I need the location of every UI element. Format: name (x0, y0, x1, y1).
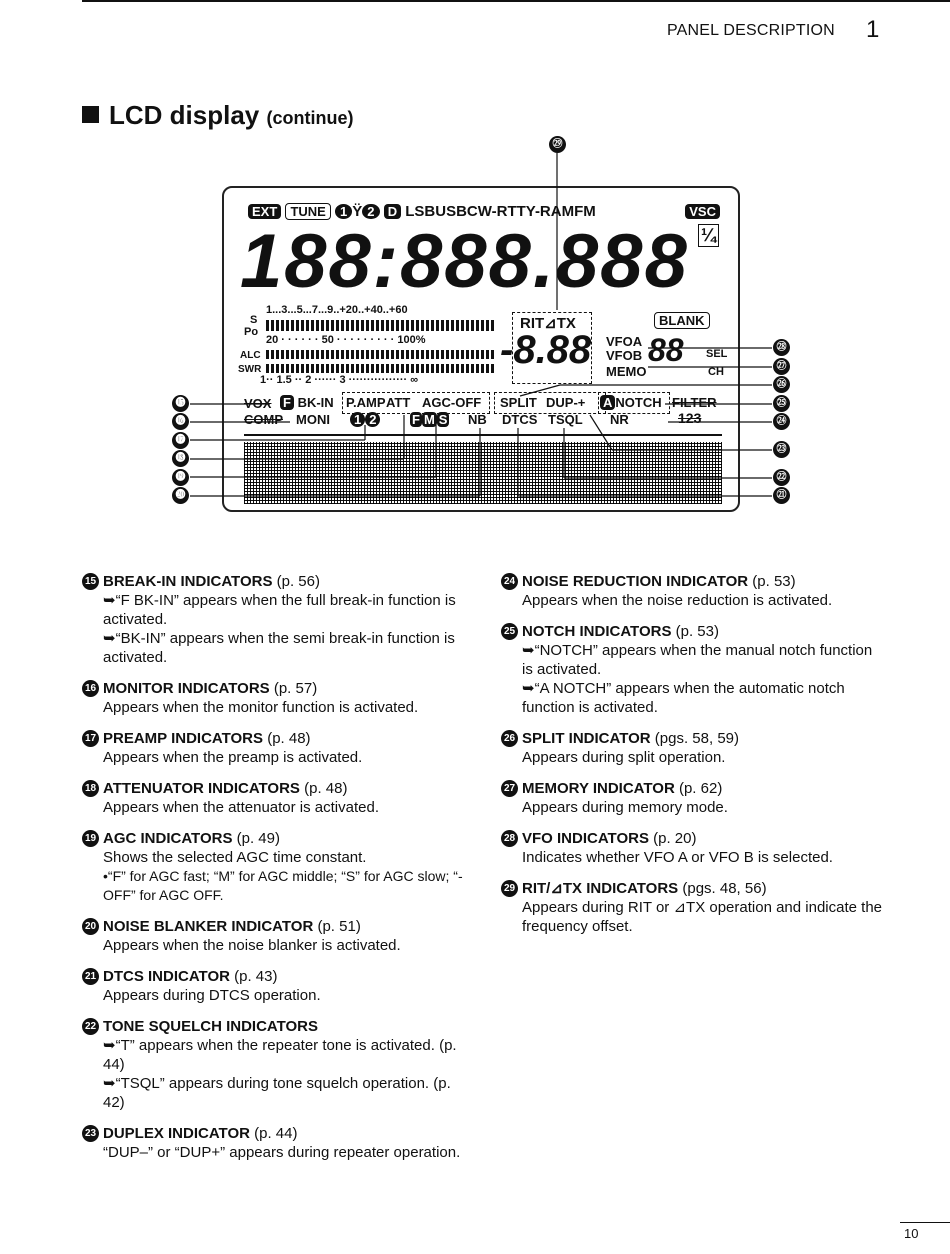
vfo2-icon: 2 (362, 204, 379, 219)
callout-29: ㉙ (549, 136, 566, 153)
item-16: 16 MONITOR INDICATORS (p. 57) Appears when the monitor function is activated. (82, 679, 467, 717)
callout-24: ㉔ (773, 413, 790, 430)
header-section: PANEL DESCRIPTION (667, 22, 835, 39)
item-17: 17 PREAMP INDICATORS (p. 48) Appears when the preamp is activated. (82, 729, 467, 767)
quarter-indicator: ¼ (698, 224, 719, 247)
swr-scale: 1·· 1.5 ·· 2 ······ 3 ················ ∞ (260, 374, 419, 386)
item-27: 27 MEMORY INDICATOR (p. 62) Appears during memory mode. (501, 779, 886, 817)
comp-indicator: COMP (244, 412, 283, 427)
item-23: 23 DUPLEX INDICATOR (p. 44) “DUP–” or “DUP+” appears during repeater operation. (82, 1124, 467, 1162)
att-indicator: ATT (386, 395, 411, 410)
callout-16: ⓰ (172, 413, 189, 430)
split-indicator: SPLIT (500, 395, 537, 410)
callout-15: ⓯ (172, 395, 189, 412)
filter-number: 123 (678, 410, 702, 426)
f-icon: F (280, 395, 294, 410)
callout-25: ㉕ (773, 395, 790, 412)
dtcs-indicator: DTCS (502, 412, 538, 427)
agc-f-icon: F (412, 412, 420, 427)
frequency-display: 188:888.888 (240, 219, 689, 304)
callout-21: ㉑ (773, 487, 790, 504)
page-number: 10 (904, 1226, 919, 1241)
callout-18: ⓲ (172, 450, 189, 467)
ch-label: CH (708, 366, 724, 378)
section-title-sub: (continue) (266, 108, 354, 128)
auto-notch-icon: A (600, 395, 615, 410)
item-20: 20 NOISE BLANKER INDICATOR (p. 51) Appears when the noise blanker is activated. (82, 917, 467, 955)
moni-indicator: MONI (296, 412, 330, 427)
item-29: 29 RIT/⊿TX INDICATORS (pgs. 48, 56) Appears during RIT or ⊿TX operation and indicate the frequency offset. (501, 879, 886, 936)
nr-indicator: NR (610, 412, 629, 427)
vox-indicator: VOX (244, 396, 272, 411)
memo-label: MEMO (606, 364, 647, 379)
callout-22: ㉒ (773, 469, 790, 486)
header-chapter: 1 (866, 16, 880, 43)
item-28: 28 VFO INDICATORS (p. 20) Indicates whether VFO A or VFO B is selected. (501, 829, 886, 867)
item-22: 22 TONE SQUELCH INDICATORS ➥“T” appears when the repeater tone is activated. (p. 44) ➥“TSQL” appears during tone squelch operation. (p. 42) (82, 1017, 467, 1112)
agc-off-indicator: AGC-OFF (422, 395, 482, 410)
blank-indicator: BLANK (654, 312, 710, 329)
item-26: 26 SPLIT INDICATOR (pgs. 58, 59) Appears during split operation. (501, 729, 886, 767)
footer-rule (900, 1222, 950, 1223)
vfo1-icon: 1 (335, 204, 352, 219)
rit-label: RIT⊿TX (520, 315, 576, 332)
tsql-indicator: TSQL (548, 412, 583, 427)
dup-indicator: DUP-+ (546, 395, 586, 410)
vsc-indicator: VSC (685, 203, 720, 220)
ext-indicator: EXT (248, 204, 281, 219)
nb-indicator: NB (468, 412, 487, 427)
mode-indicators: LSBUSBCW-RTTY-RAMFM (405, 203, 596, 220)
callout-27: ㉗ (773, 358, 790, 375)
filter-indicator: FILTER (672, 395, 717, 410)
d-indicator: D (384, 204, 401, 219)
callout-23: ㉓ (773, 441, 790, 458)
rit-digits: -8.88 (500, 328, 592, 372)
callout-20: ⓴ (172, 487, 189, 504)
item-18: 18 ATTENUATOR INDICATORS (p. 48) Appears when the attenuator is activated. (82, 779, 467, 817)
item-21: 21 DTCS INDICATOR (p. 43) Appears during DTCS operation. (82, 967, 467, 1005)
sel-label: SEL (706, 348, 728, 360)
vfob-label: VFOB (606, 348, 643, 363)
item-19: 19 AGC INDICATORS (p. 49) Shows the selected AGC time constant. •“F” for AGC fast; “M” for AGC middle; “S” for AGC slow; “-OFF” for AGC OFF. (82, 829, 467, 905)
channel-digits: 88 (648, 332, 684, 368)
alc-label: ALC (240, 350, 261, 361)
preamp2-icon: 2 (365, 412, 380, 427)
callout-26: ㉖ (773, 376, 790, 393)
antenna-icon: Ÿ (352, 203, 363, 220)
callout-28: ㉘ (773, 339, 790, 356)
notch-indicator: NOTCH (615, 395, 662, 410)
s-label: S (250, 314, 258, 326)
tune-indicator: TUNE (285, 203, 330, 220)
vfoa-label: VFOA (606, 334, 643, 349)
item-25: 25 NOTCH INDICATORS (p. 53) ➥“NOTCH” appears when the manual notch function is activated. ➥“A NOTCH” appears when the automatic notch function is activated. (501, 622, 886, 717)
preamp1-icon: 1 (350, 412, 365, 427)
bkin-indicator: BK-IN (297, 395, 334, 410)
agc-s-icon: S (438, 412, 448, 427)
s-meter-scale: 1...3...5...7...9..+20..+40..+60 (266, 304, 408, 316)
right-column (501, 572, 886, 948)
agc-m-icon: M (423, 412, 435, 427)
callout-leader-lines (0, 0, 950, 560)
pamp-indicator: P.AMP (346, 395, 386, 410)
item-24: 24 NOISE REDUCTION INDICATOR (p. 53) Appears when the noise reduction is activated. (501, 572, 886, 610)
item-15: 15 BREAK-IN INDICATORS (p. 56) ➥“F BK-IN” appears when the full break-in function is activated. ➥“BK-IN” appears when the semi break-in function is activated. (82, 572, 467, 667)
callout-17: ⓱ (172, 432, 189, 449)
callout-19: ⓳ (172, 469, 189, 486)
swr-label: SWR (238, 364, 262, 375)
po-label: Po (244, 326, 259, 338)
left-column (82, 572, 467, 1174)
po-scale: 20 · · · · · · 50 · · · · · · · · · 100% (266, 334, 426, 346)
section-title-main: LCD display (109, 100, 260, 130)
